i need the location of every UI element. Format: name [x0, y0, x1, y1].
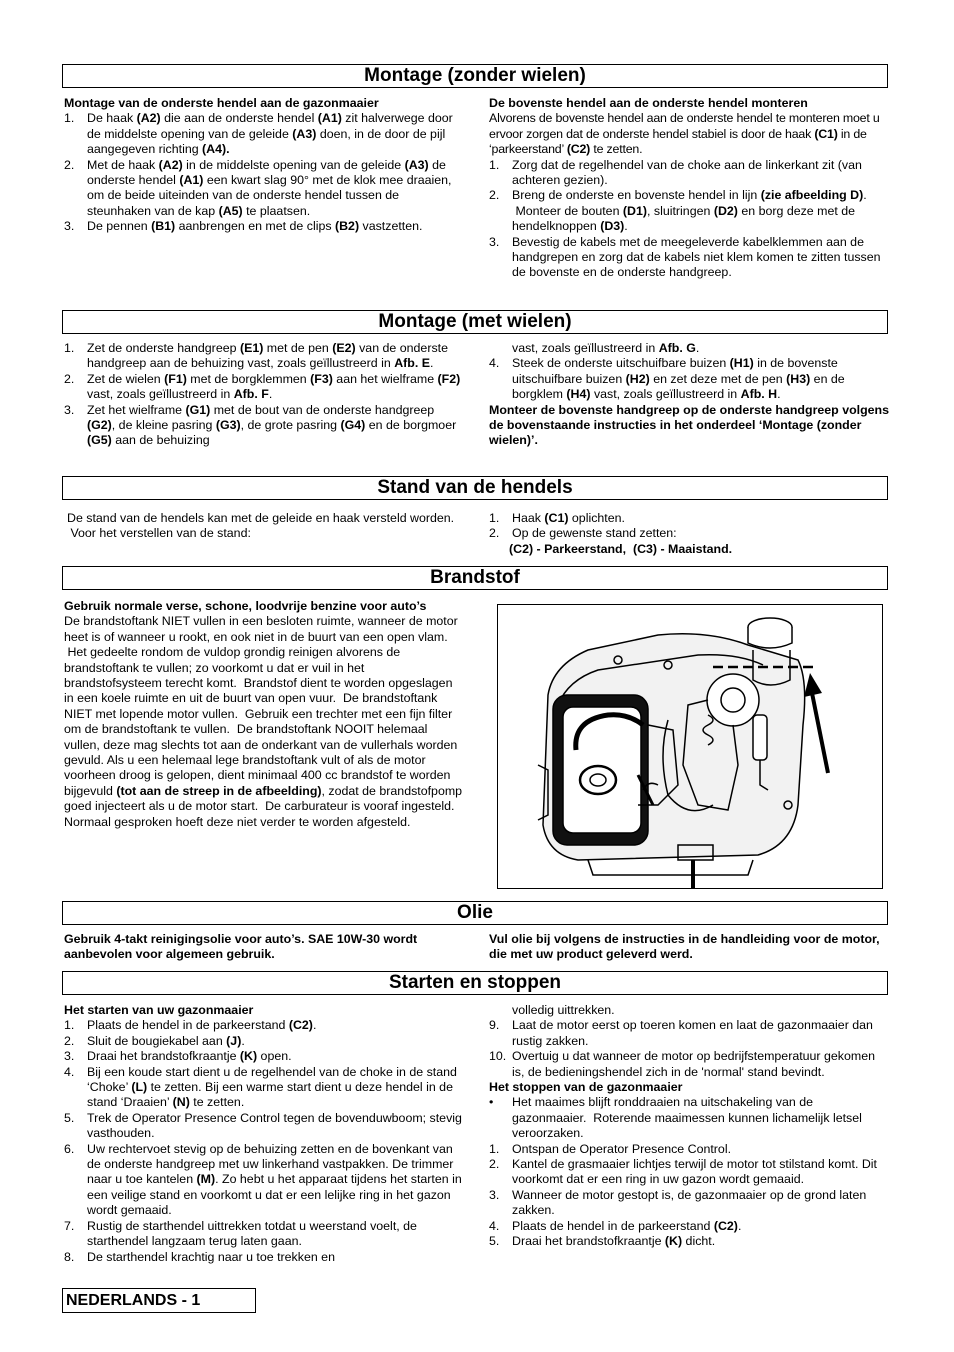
list-item-number: 1. — [489, 157, 500, 172]
list-item-number: 2. — [489, 188, 500, 203]
list-item — [489, 526, 889, 541]
list-item — [489, 356, 889, 402]
list-item-text: Haak (C1) oplichten. — [512, 511, 625, 525]
list-item — [489, 1219, 889, 1234]
list-item-number: 4. — [64, 1064, 75, 1079]
list-item — [64, 403, 464, 449]
list-item — [64, 1219, 464, 1250]
section5-left-column — [64, 932, 462, 963]
list-item-text: Ontspan de Operator Presence Control. — [512, 1141, 732, 1156]
list-item-number: 5. — [64, 1110, 75, 1125]
list-item-number: 3. — [489, 1187, 500, 1202]
section2-left-column — [64, 341, 464, 449]
list-item-number: • — [489, 1095, 494, 1110]
section3-right-list — [489, 511, 889, 542]
list-item-text: Overtuig u dat wanneer de motor op bedrijfstemperatuur gekomen is, de bedieningshendel zich in de 'normal' stand bevindt. — [512, 1049, 875, 1079]
list-item — [489, 235, 889, 281]
list-item-number: 3. — [64, 402, 75, 417]
section6-left-column — [64, 1003, 464, 1265]
section2-left-list — [64, 341, 464, 449]
list-item — [489, 1234, 889, 1249]
list-item-number: 3. — [64, 219, 75, 234]
list-item-number: 2. — [64, 157, 75, 172]
list-item — [489, 1157, 889, 1188]
list-item-number: 8. — [64, 1249, 75, 1264]
list-item-text: Op de gewenste stand zetten: — [512, 526, 677, 541]
section6-right-list — [489, 1018, 889, 1080]
section-title-montage-zonder-wielen: Montage (zonder wielen) — [62, 64, 888, 88]
list-item-number: 2. — [489, 526, 500, 541]
section6-right-continuation: volledig uittrekken. — [512, 1003, 615, 1017]
list-item-text: Draai het brandstofkraantje (K) open. — [87, 1049, 292, 1064]
list-item-text: Rustig de starthendel uittrekken totdat u weerstand voelt, de starthendel langzaam terug laten gaan. — [87, 1218, 417, 1249]
list-item — [64, 341, 464, 372]
section3-left-column — [67, 511, 459, 542]
list-item — [64, 111, 464, 157]
list-item — [489, 1142, 889, 1157]
list-item-number: 5. — [489, 1234, 500, 1249]
section5-right-text: Vul olie bij volgens de instructies in de handleiding voor de motor, die met uw product geleverd werd. — [489, 932, 880, 962]
list-item-text: Zet het wielframe (G1) met de bout van de onderste handgreep (G2), de kleine pasring (G3), de grote pasring (G4) en de borgmoer (G5) aan de behuizing — [87, 402, 457, 448]
section4-text: De brandstoftank NIET vullen in een besloten ruimte, wanneer de motor heet is of wanneer u rookt, en ook niet in de buurt van een open vlam. Het gedeelte rondom de vuldop grondig reinigen alvorens de brandstoftank te vullen; zo voorkomt u dat er vuil in het brandstofsysteem terecht komt. Brandstof dient te worden opgeslagen in een koele ruimte en uit de buurt van open vuur. De brandstoftank NIET met lopende motor vullen. Gebruik een trechter met een fijn filter om de brandstoftank te vullen. De brandstoftank NOOIT helemaal vullen, deze mag slechts tot aan de onderkant van de vullerhals worden gevuld. Als u een helemaal lege brandstoftank vult of als de motor voorheen droog is gelopen, dient minimaal 400 cc brandstof te worden bijgevuld (tot aan de streep in de afbeelding), zodat de brandstofpomp goed injecteert als u de motor start. De carburateur is vooraf ingesteld. Normaal gesproken hoeft deze niet verder te worden afgesteld. — [64, 614, 463, 829]
list-item-text: Laat de motor eerst op toeren komen en laat de gazonmaaier dan rustig zakken. — [512, 1018, 873, 1048]
list-item — [489, 188, 889, 234]
section5-left-text: Gebruik 4-takt reinigingsolie voor auto’s. SAE 10W-30 wordt aanbevolen voor algemeen gebruik. — [64, 932, 418, 962]
list-item-text: De pennen (B1) aanbrengen en met de clips (B2) vastzetten. — [87, 219, 423, 234]
list-item — [64, 1065, 464, 1111]
list-item-text: Zet de wielen (F1) met de borgklemmen (F3) aan het wielframe (F2) vast, zoals geïllustreerd in Afb. F. — [87, 371, 461, 402]
list-item-text: Steek de onderste uitschuifbare buizen (H1) in de bovenste uitschuifbare buizen (H2) en zet deze met de pen (H3) en de borgklem (H4) vast, zoals geïllustreerd in Afb. H. — [512, 356, 845, 402]
list-item-number: 1. — [64, 1018, 75, 1033]
list-item-text: Bevestig de kabels met de meegeleverde kabelklemmen aan de handgrepen en zorg dat de kabels niet klem komen te zitten tussen de bovenste en de onderste handgreep. — [512, 234, 881, 280]
section1-right-heading: De bovenste hendel aan de onderste hendel monteren — [489, 96, 808, 110]
list-item-text: Zet de onderste handgreep (E1) met de pen (E2) van de onderste handgreep aan de behuizing vast, zoals geïllustreerd in Afb. E. — [87, 341, 448, 371]
list-item-text: Wanneer de motor gestopt is, de gazonmaaier op de grond laten zakken. — [512, 1187, 867, 1218]
list-item-text: Uw rechtervoet stevig op de behuizing zetten en de bovenkant van de onderste handgreep met uw linkerhand vastpakken. De trimmer naar u toe kantelen (M). Zo hebt u het apparaat tijdens het starten in een veilige stand en voorkomt u dat er een lelijke ring in het gazon wordt gemaaid. — [87, 1141, 462, 1218]
list-item-text: Trek de Operator Presence Control tegen de bovenduwboom; stevig vasthouden. — [87, 1110, 462, 1141]
list-item — [489, 1095, 889, 1141]
list-item-number: 1. — [64, 341, 75, 355]
list-item-number: 2. — [489, 1157, 500, 1172]
list-item-number: 1. — [64, 111, 75, 126]
list-item-number: 9. — [489, 1018, 500, 1033]
section1-left-heading: Montage van de onderste hendel aan de gazonmaaier — [64, 96, 379, 110]
section3-right-column — [489, 511, 889, 557]
list-item — [64, 372, 464, 403]
section1-right-column — [489, 96, 889, 281]
section-title-stand-van-de-hendels: Stand van de hendels — [62, 476, 888, 500]
section2-right-continuation: vast, zoals geïllustreerd in Afb. G. — [512, 341, 700, 355]
list-item-text: Plaats de hendel in de parkeerstand (C2). — [87, 1018, 317, 1033]
list-item-number: 3. — [64, 1049, 75, 1064]
section6-right-column — [489, 1003, 889, 1250]
section-title-brandstof: Brandstof — [62, 566, 888, 590]
list-item-number: 1. — [489, 511, 500, 525]
list-item — [64, 1034, 464, 1049]
list-item — [64, 1049, 464, 1064]
section1-right-list — [489, 158, 889, 281]
list-item-number: 2. — [64, 371, 75, 386]
section-title-starten-en-stoppen: Starten en stoppen — [62, 971, 888, 995]
list-item-number: 1. — [489, 1141, 500, 1156]
list-item-text: Kantel de grasmaaier lichtjes terwijl de motor tot stilstand komt. Dit voorkomt dat er een ring in uw gazon wordt gemaaid. — [512, 1157, 877, 1187]
list-item — [64, 1250, 464, 1265]
list-item-text: Plaats de hendel in de parkeerstand (C2). — [512, 1218, 742, 1233]
section-title-montage-met-wielen: Montage (met wielen) — [62, 310, 888, 334]
section1-left-list — [64, 111, 464, 234]
list-item-number: 10. — [489, 1049, 507, 1064]
list-item — [64, 1142, 464, 1219]
list-item — [64, 219, 464, 234]
section6-left-list — [64, 1018, 464, 1265]
list-item — [489, 158, 889, 189]
list-item-number: 3. — [489, 234, 500, 249]
section6-left-heading: Het starten van uw gazonmaaier — [64, 1003, 254, 1017]
list-item — [489, 1049, 889, 1080]
section6-stop-heading: Het stoppen van de gazonmaaier — [489, 1080, 683, 1095]
section-title-olie: Olie — [62, 901, 888, 925]
list-item-text: Zorg dat de regelhendel van de choke aan de linkerkant zit (van achteren gezien). — [512, 157, 862, 188]
list-item-text: De haak (A2) die aan de onderste hendel (A1) zit halverwege door de middelste opening van de geleide (A3) doen, in de door de pijl aangegeven richting (A4). — [87, 111, 453, 157]
page-footer-label: NEDERLANDS - 1 — [62, 1288, 256, 1313]
list-item-text: Sluit de bougiekabel aan (J). — [87, 1033, 245, 1048]
list-item-text: De starthendel krachtig naar u toe trekken en — [87, 1249, 335, 1264]
list-item — [489, 1188, 889, 1219]
list-item — [489, 1018, 889, 1049]
list-item-number: 4. — [489, 1218, 500, 1233]
list-item-text: Draai het brandstofkraantje (K) dicht. — [512, 1234, 716, 1249]
section5-right-column — [489, 932, 889, 963]
section1-left-column — [64, 96, 464, 235]
list-item-number: 2. — [64, 1033, 75, 1048]
list-item-text: Met de haak (A2) in de middelste opening van de geleide (A3) de onderste hendel (A1) een kwart slag 90° met de klok mee draaien, om de beide uiteinden van de onderste hendel tussen de steunhaken van de kap (A5) te plaatsen. — [87, 157, 452, 218]
list-item-number: 4. — [489, 356, 500, 371]
list-item — [64, 1111, 464, 1142]
section1-right-intro: Alvorens de bovenste hendel aan de onderste hendel te monteren moet u ervoor zorgen dat de onderste hendel stabiel is door de haak (C1) in de ‘parkeerstand’ (C2) te zetten. — [489, 111, 880, 157]
engine-fuel-illustration — [497, 604, 883, 889]
engine-drawing — [498, 605, 882, 888]
list-item-text: Het maaimes blijft ronddraaien na uitschakeling van de gazonmaaier. Roterende maaimessen kunnen lichamelijk letsel veroorzaken. — [512, 1095, 862, 1141]
list-item-text: Bij een koude start dient u de regelhendel van de choke in de stand ‘Choke’ (L) te zetten. Bij een warme start dient u deze hendel in de stand ‘Draaien’ (N) te zetten. — [87, 1064, 457, 1110]
up-arrow-icon — [804, 673, 828, 773]
list-item-number: 7. — [64, 1218, 75, 1233]
list-item-number: 6. — [64, 1141, 75, 1156]
section3-right-sub: (C2) - Parkeerstand, (C3) - Maaistand. — [509, 541, 733, 556]
list-item — [489, 511, 889, 526]
section2-right-note: Monteer de bovenste handgreep op de onderste handgreep volgens de bovenstaande instructies in het onderdeel ‘Montage (zonder wielen)’. — [489, 402, 890, 448]
section2-right-list — [489, 356, 889, 402]
section6-stop-list — [489, 1095, 889, 1249]
list-item — [64, 1018, 464, 1033]
section4-heading: Gebruik normale verse, schone, loodvrije benzine voor auto’s — [64, 599, 427, 613]
section3-left-text: De stand van de hendels kan met de geleide en haak versteld worden. Voor het verstellen van de stand: — [67, 511, 455, 541]
section2-right-column — [489, 341, 889, 449]
list-item-text: Breng de onderste en bovenste hendel in lijn (zie afbeelding D). Monteer de bouten (D1), sluitringen (D2) en borg deze met de hendelknoppen (D3). — [512, 188, 867, 234]
list-item — [64, 158, 464, 220]
section4-left-column — [64, 599, 464, 830]
